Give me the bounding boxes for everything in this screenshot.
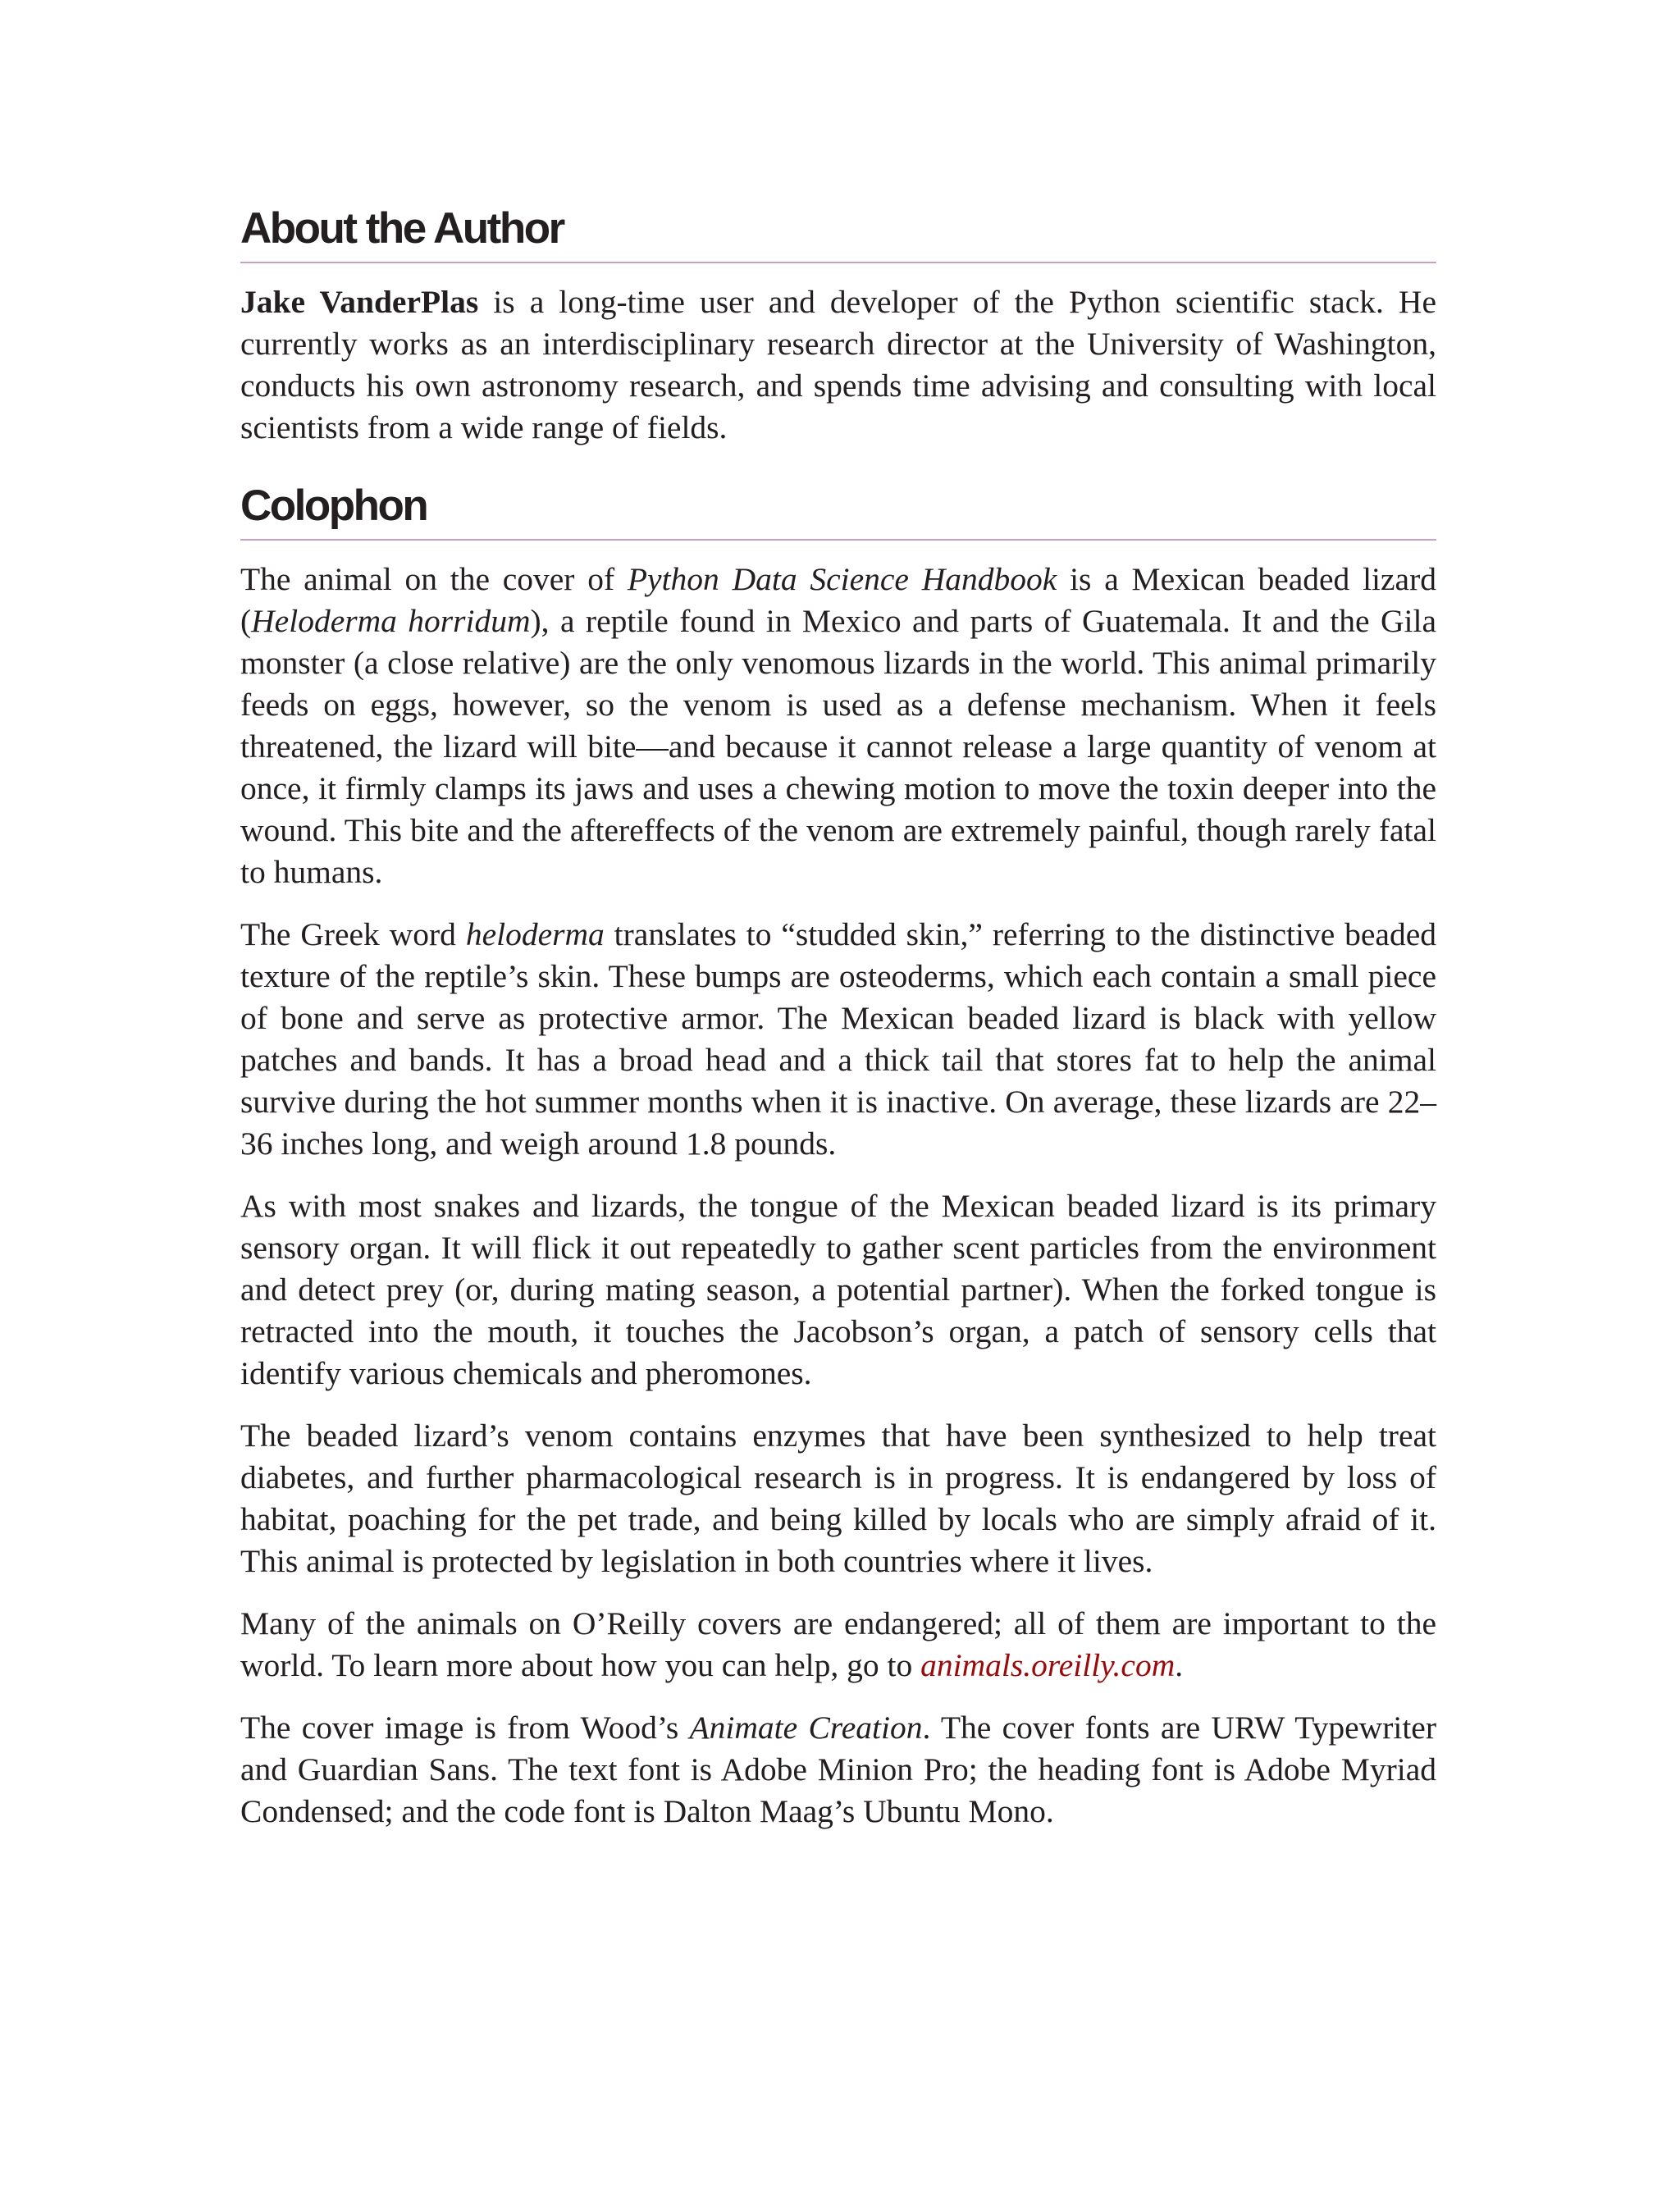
book-title: Python Data Science Handbook [627, 561, 1057, 597]
about-author-section [240, 281, 1436, 449]
colophon-paragraph-5: Many of the animals on O’Reilly covers are endangered; all of them are important to the world. To learn more about how you can help, go to animals.oreilly.com. [240, 1605, 1436, 1683]
author-bio-paragraph [240, 281, 1436, 449]
colophon-paragraph-1: The animal on the cover of Python Data Science Handbook is a Mexican beaded lizard (Heloderma horridum), a reptile found in Mexico and parts of Guatemala. It and the Gila monster (a close relative) are the only venomous lizards in the world. This animal primarily feeds on eggs, however, so the venom is used as a defense mechanism. When it feels threatened, the lizard will bite—and because it cannot release a large quantity of venom at once, it firmly clamps its jaws and uses a chewing motion to move the toxin deeper into the wound. This bite and the aftereffects of the venom are extremely painful, though rarely fatal to humans. [240, 561, 1436, 890]
book-page [240, 201, 1436, 1833]
cover-image-source-title: Animate Creation [689, 1710, 923, 1746]
about-author-heading: About the Author [240, 201, 1436, 263]
colophon-paragraph-4: The beaded lizard’s venom contains enzymes that have been synthesized to help treat diabetes, and further pharmacological research is in progress. It is endangered by loss of habitat, poaching for the pet trade, and being killed by locals who are simply afraid of it. This animal is protected by legislation in both countries where it lives. [240, 1418, 1436, 1579]
animals-oreilly-link[interactable]: animals.oreilly.com [920, 1647, 1176, 1683]
author-name: Jake VanderPlas [240, 284, 479, 320]
species-name: Heloderma horridum [251, 603, 531, 639]
colophon-paragraph-3: As with most snakes and lizards, the tongue of the Mexican beaded lizard is its primary sensory organ. It will flick it out repeatedly to gather scent particles from the environment and detect prey (or, during mating season, a potential partner). When the forked tongue is retracted into the mouth, it touches the Jacobson’s organ, a patch of sensory cells that identify various chemicals and pheromones. [240, 1188, 1436, 1391]
colophon-paragraph-2: The Greek word heloderma translates to “studded skin,” referring to the distinctive beaded texture of the reptile’s skin. These bumps are osteoderms, which each contain a small piece of bone and serve as protective armor. The Mexican beaded lizard is black with yellow patches and bands. It has a broad head and a thick tail that stores fat to help the animal survive during the hot summer months when it is inactive. On average, these lizards are 22–36 inches long, and weigh around 1.8 pounds. [240, 916, 1436, 1162]
author-bio-text: is a long-time user and developer of the Python scientific stack. He currently works as an interdisciplinary research director at the University of Washington, conducts his own astronomy research, and spends time advising and consulting with local scientists from a wide range of fields. [240, 284, 1436, 445]
colophon-section [240, 559, 1436, 1833]
colophon-heading: Colophon [240, 478, 1436, 541]
colophon-paragraph-6: The cover image is from Wood’s Animate Creation. The cover fonts are URW Typewriter and Guardian Sans. The text font is Adobe Minion Pro; the heading font is Adobe Myriad Condensed; and the code font is Dalton Maag’s Ubuntu Mono. [240, 1710, 1436, 1829]
greek-term: heloderma [465, 916, 605, 952]
